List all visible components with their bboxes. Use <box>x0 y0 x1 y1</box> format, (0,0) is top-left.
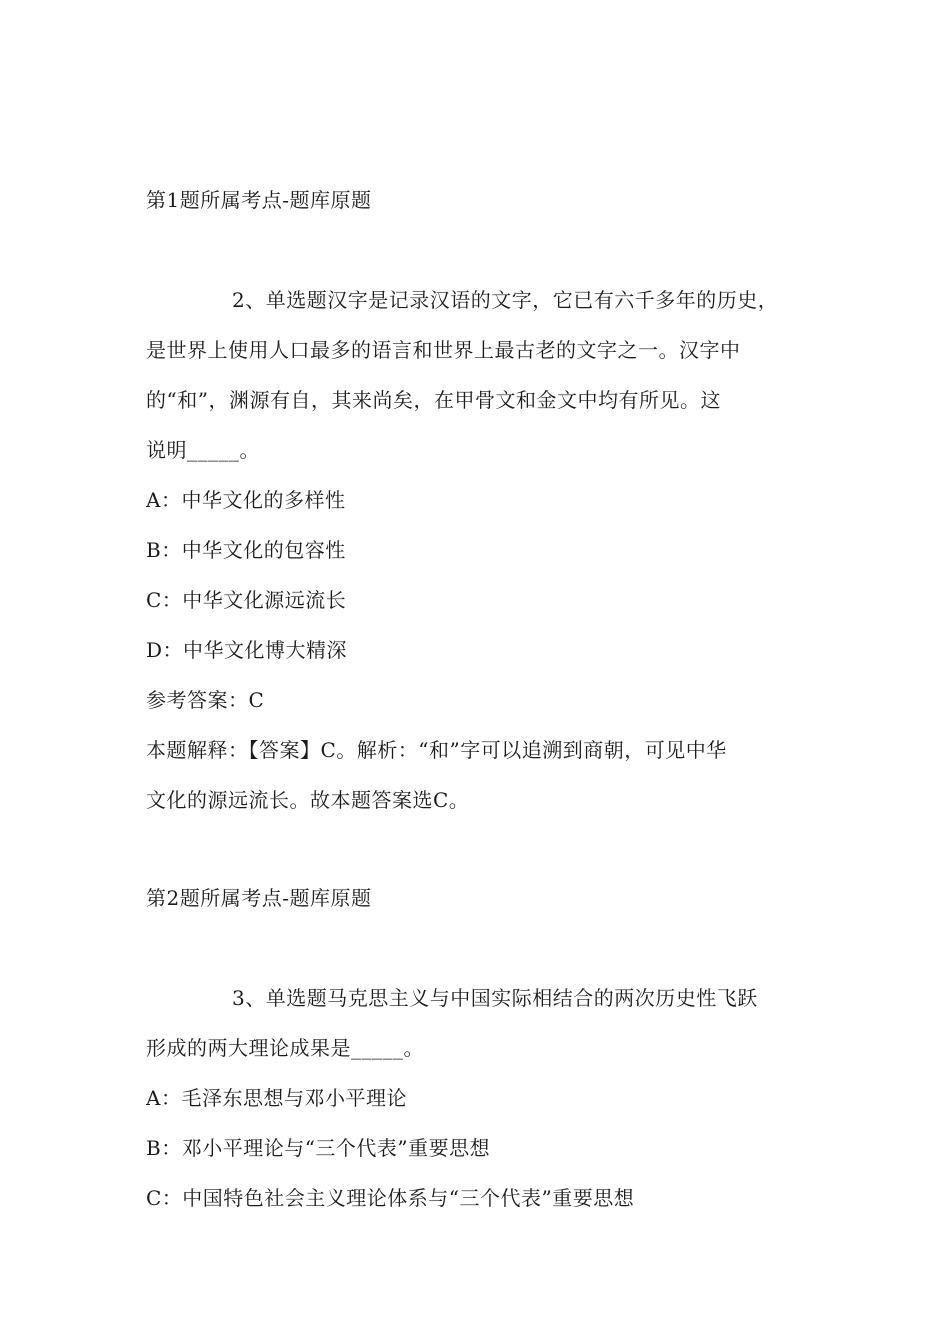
question-2-option-c: C：中华文化源远流长 <box>146 588 347 612</box>
question-2-line-3: 的“和”，渊源有自，其来尚矣，在甲骨文和金文中均有所见。这 <box>146 388 721 412</box>
question-2-answer: 参考答案：C <box>146 688 265 712</box>
question-2-explanation-line-1: 本题解释：【答案】C。解析：“和”字可以追溯到商朝，可见中华 <box>146 738 727 762</box>
question-3-option-b: B：邓小平理论与“三个代表”重要思想 <box>146 1136 491 1160</box>
question-3-option-a: A：毛泽东思想与邓小平理论 <box>146 1086 407 1110</box>
section-header-2: 第2题所属考点-题库原题 <box>146 886 372 910</box>
question-2-option-d: D：中华文化博大精深 <box>146 638 348 662</box>
question-3-line-1: 3、单选题马克思主义与中国实际相结合的两次历史性飞跃 <box>232 986 758 1010</box>
question-2-option-b: B：中华文化的包容性 <box>146 538 346 562</box>
question-2-line-1: 2、单选题汉字是记录汉语的文字，它已有六千多年的历史， <box>232 288 779 312</box>
question-2-line-4: 说明_____。 <box>146 438 260 462</box>
question-2-explanation-line-2: 文化的源远流长。故本题答案选C。 <box>146 788 470 812</box>
question-3-line-2: 形成的两大理论成果是_____。 <box>146 1036 424 1060</box>
question-3-option-c: C：中国特色社会主义理论体系与“三个代表”重要思想 <box>146 1186 635 1210</box>
question-2-option-a: A：中华文化的多样性 <box>146 488 346 512</box>
section-header-1: 第1题所属考点-题库原题 <box>146 188 372 212</box>
question-2-line-2: 是世界上使用人口最多的语言和世界上最古老的文字之一。汉字中 <box>146 338 741 362</box>
